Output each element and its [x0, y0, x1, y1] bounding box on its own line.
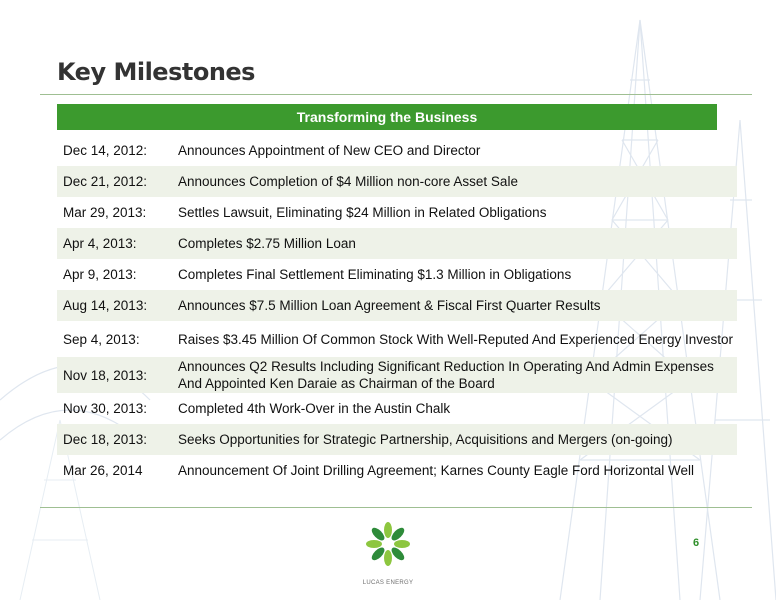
table-row [57, 259, 737, 290]
milestone-date: Nov 18, 2013: [63, 367, 148, 383]
milestone-date: Aug 14, 2013: [63, 298, 148, 313]
table-row [57, 321, 737, 357]
table-row [57, 166, 737, 197]
table-row [57, 197, 737, 228]
table-row [57, 228, 737, 259]
section-header-band: Transforming the Business [57, 104, 717, 130]
milestone-date: Dec 14, 2012: [63, 143, 148, 158]
company-logo-icon [360, 514, 416, 590]
milestone-text: Completes Final Settlement Eliminating $1.3 Million in Obligations [178, 267, 572, 282]
milestone-date: Dec 21, 2012: [63, 174, 148, 189]
table-row [57, 135, 737, 166]
milestone-date: Apr 4, 2013: [63, 236, 137, 251]
milestone-text: Completed 4th Work-Over in the Austin Chalk [178, 401, 451, 416]
milestone-text: Seeks Opportunities for Strategic Partnership, Acquisitions and Mergers (on-going) [178, 432, 673, 447]
milestones-table [57, 135, 737, 486]
table-row [57, 290, 737, 321]
table-row [57, 424, 737, 455]
table-row [57, 393, 737, 424]
logo-wordmark: LUCAS ENERGY [362, 580, 414, 586]
milestone-text: Announces Q2 Results Including Significant Reduction In Operating And Admin Expenses And Appointed Ken Daraie as Chairman of the Board [178, 359, 714, 391]
milestone-text: Raises $3.45 Million Of Common Stock With Well-Reputed And Experienced Energy Investor [178, 331, 734, 347]
milestone-text: Announcement Of Joint Drilling Agreement; Karnes County Eagle Ford Horizontal Well [178, 463, 695, 478]
milestone-date: Sep 4, 2013: [63, 331, 140, 347]
milestone-date: Dec 18, 2013: [63, 432, 148, 447]
milestone-date: Mar 26, 2014 [63, 463, 143, 478]
table-row [57, 455, 737, 486]
milestone-text: Announces $7.5 Million Loan Agreement & Fiscal First Quarter Results [178, 298, 601, 313]
milestone-text: Announces Completion of $4 Million non-core Asset Sale [178, 174, 518, 189]
milestone-date: Apr 9, 2013: [63, 267, 137, 282]
milestone-text: Completes $2.75 Million Loan [178, 236, 356, 251]
page-number: 6 [693, 537, 700, 549]
bottom-divider [40, 507, 752, 508]
milestone-date: Mar 29, 2013: [63, 205, 147, 220]
milestone-text: Announces Appointment of New CEO and Director [178, 143, 481, 158]
slide-title: Key Milestones [57, 58, 255, 86]
milestone-text: Settles Lawsuit, Eliminating $24 Million in Related Obligations [178, 205, 547, 220]
table-row [57, 357, 737, 393]
milestone-date: Nov 30, 2013: [63, 401, 148, 416]
top-divider [40, 94, 752, 95]
